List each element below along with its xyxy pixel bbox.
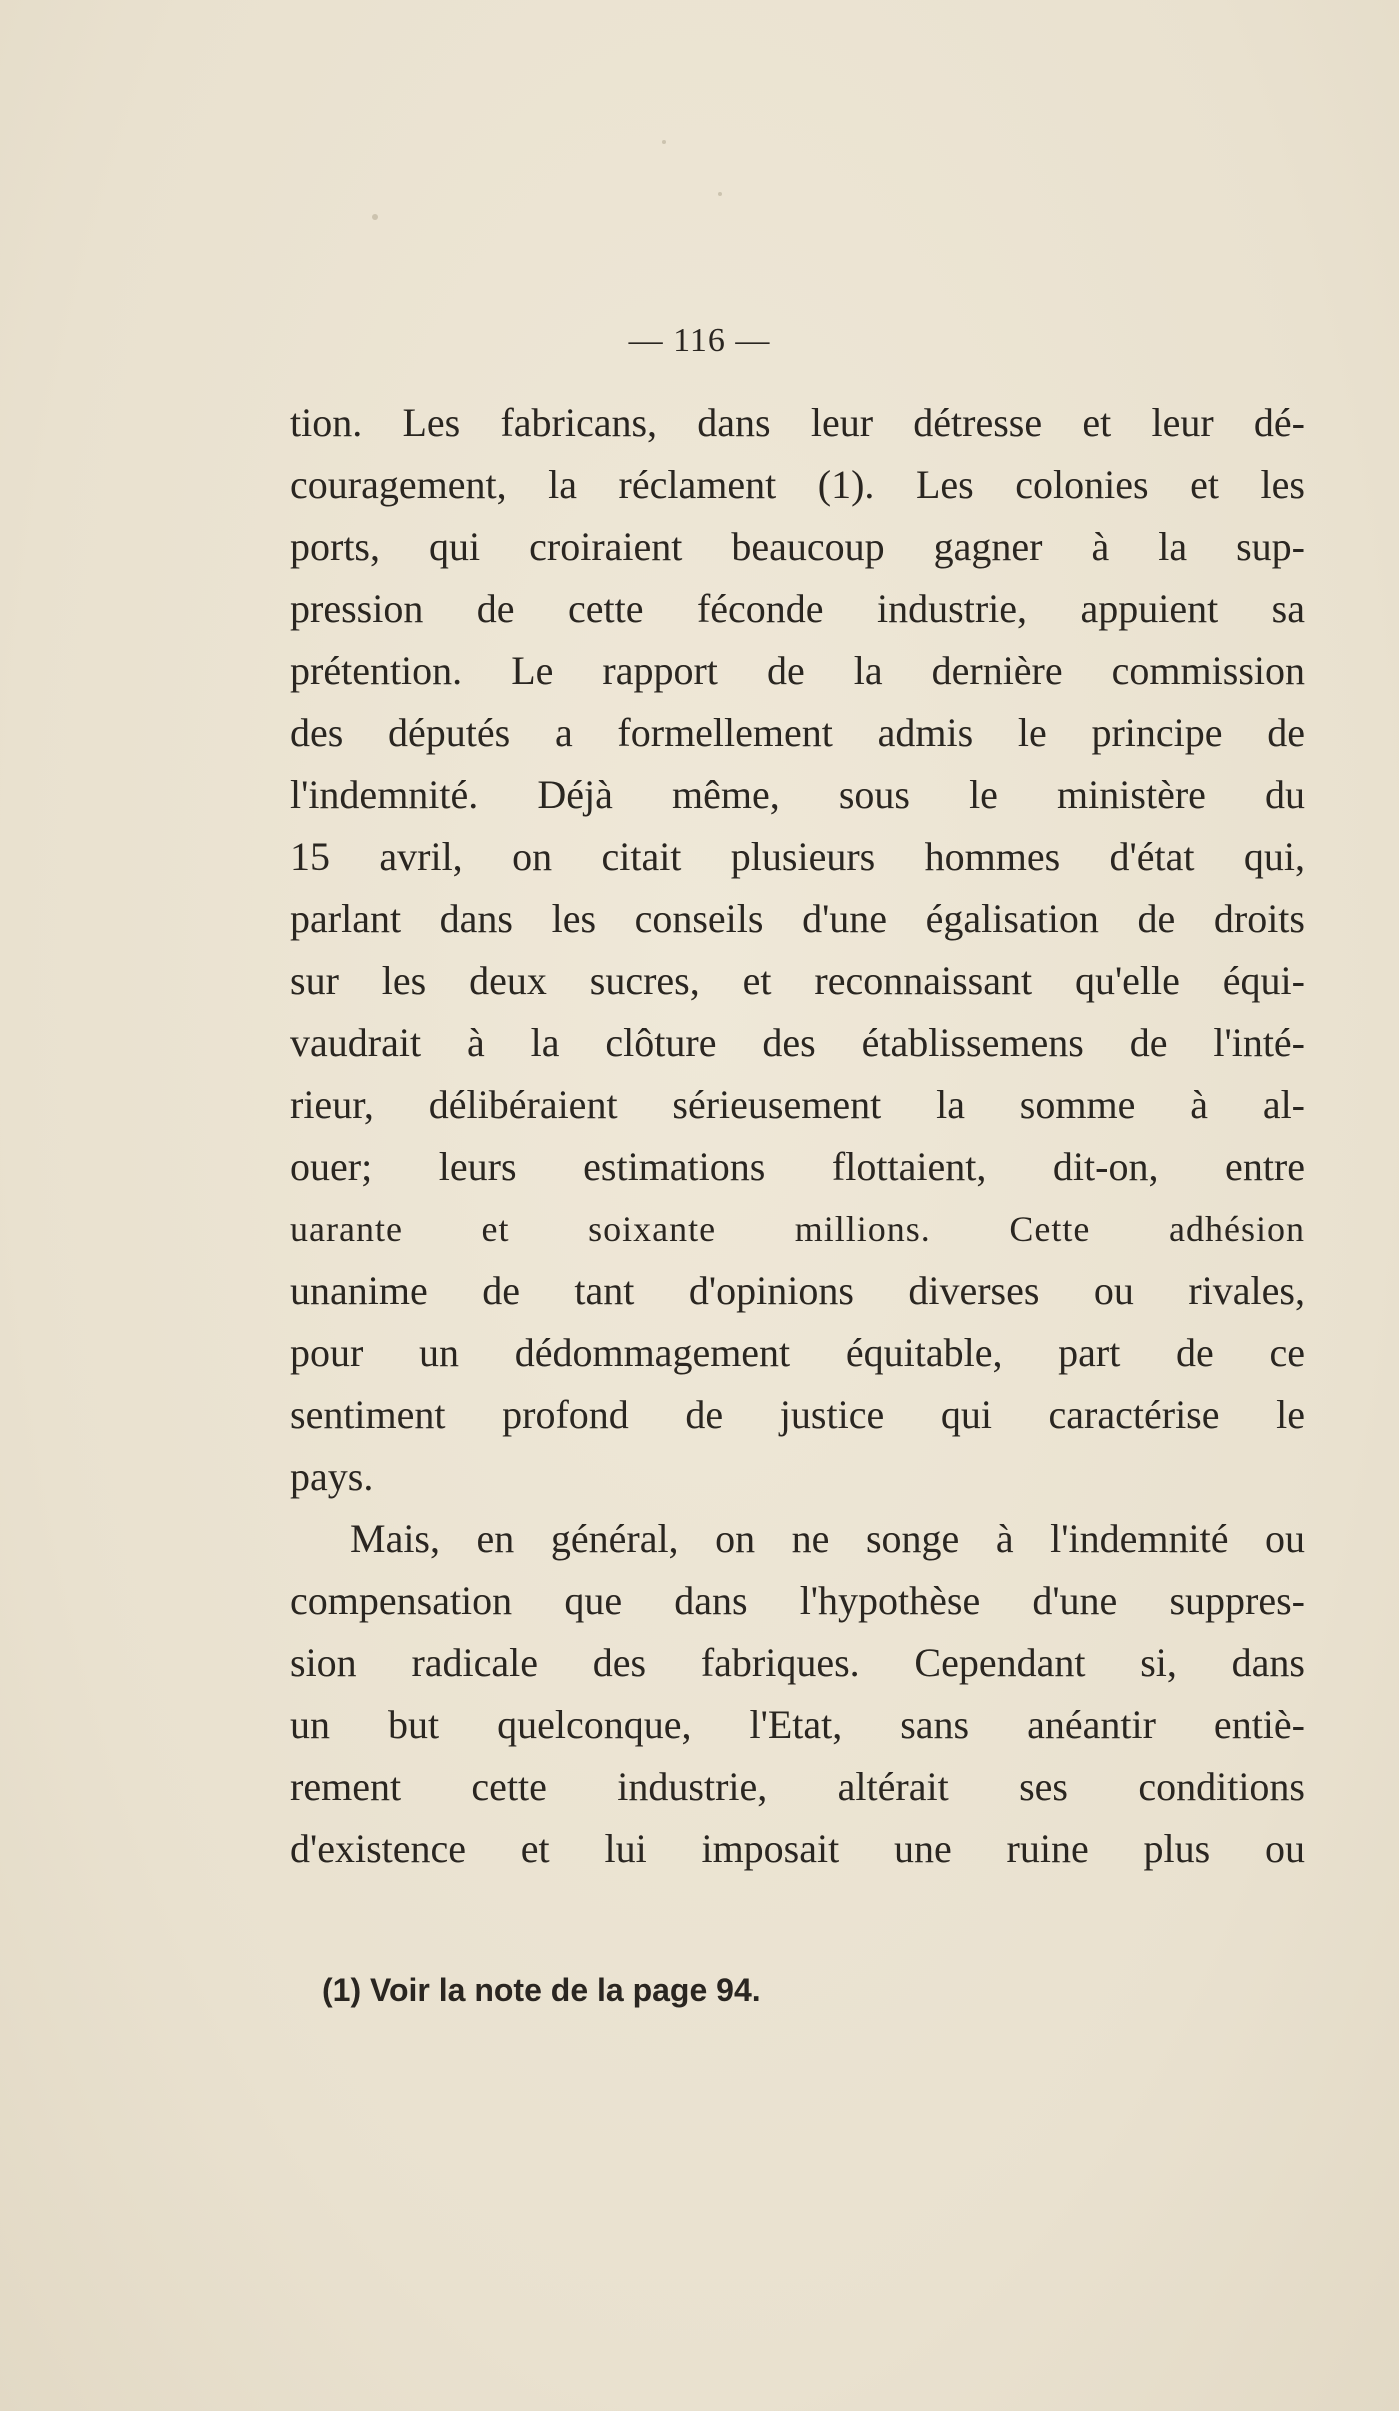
text-line: sentiment profond de justice qui caractérise le xyxy=(290,1392,1305,1437)
text-line: 15 avril, on citait plusieurs hommes d'état qui, xyxy=(290,834,1305,879)
text-line: prétention. Le rapport de la dernière commission xyxy=(290,648,1305,693)
page-number: — 116 — xyxy=(628,322,771,359)
paper-speck xyxy=(718,192,722,196)
text-line: sion radicale des fabriques. Cependant si, dans xyxy=(290,1640,1305,1685)
text-line: pour un dédommagement équitable, part de ce xyxy=(290,1330,1305,1375)
text-line: un but quelconque, l'Etat, sans anéantir entiè- xyxy=(290,1702,1305,1747)
paper-speck xyxy=(372,214,378,220)
text-line: ports, qui croiraient beaucoup gagner à la sup- xyxy=(290,524,1305,569)
paper-speck xyxy=(662,140,666,144)
text-line: sur les deux sucres, et reconnaissant qu'elle équi- xyxy=(290,958,1305,1003)
body-text xyxy=(290,392,1305,1880)
text-line: vaudrait à la clôture des établissemens de l'inté- xyxy=(290,1020,1305,1065)
text-line: d'existence et lui imposait une ruine plus ou xyxy=(290,1826,1305,1871)
text-line: pays. xyxy=(290,1454,374,1499)
text-line: tion. Les fabricans, dans leur détresse et leur dé- xyxy=(290,400,1305,445)
text-line: ouer; leurs estimations flottaient, dit-on, entre xyxy=(290,1144,1305,1189)
text-line: couragement, la réclament (1). Les colonies et les xyxy=(290,462,1305,507)
text-line: rieur, délibéraient sérieusement la somme à al- xyxy=(290,1082,1305,1127)
text-line: l'indemnité. Déjà même, sous le ministère du xyxy=(290,772,1305,817)
text-line: des députés a formellement admis le principe de xyxy=(290,710,1305,755)
text-line: unanime de tant d'opinions diverses ou rivales, xyxy=(290,1268,1305,1313)
text-line: pression de cette féconde industrie, appuient sa xyxy=(290,586,1305,631)
footnote: (1) Voir la note de la page 94. xyxy=(322,1972,761,2008)
text-line: parlant dans les conseils d'une égalisation de droits xyxy=(290,896,1305,941)
text-line: rement cette industrie, altérait ses conditions xyxy=(290,1764,1305,1809)
text-line: uarante et soixante millions. Cette adhésion xyxy=(290,1209,1305,1249)
text-line: Mais, en général, on ne songe à l'indemnité ou xyxy=(350,1516,1305,1561)
text-line: compensation que dans l'hypothèse d'une suppres- xyxy=(290,1578,1305,1623)
